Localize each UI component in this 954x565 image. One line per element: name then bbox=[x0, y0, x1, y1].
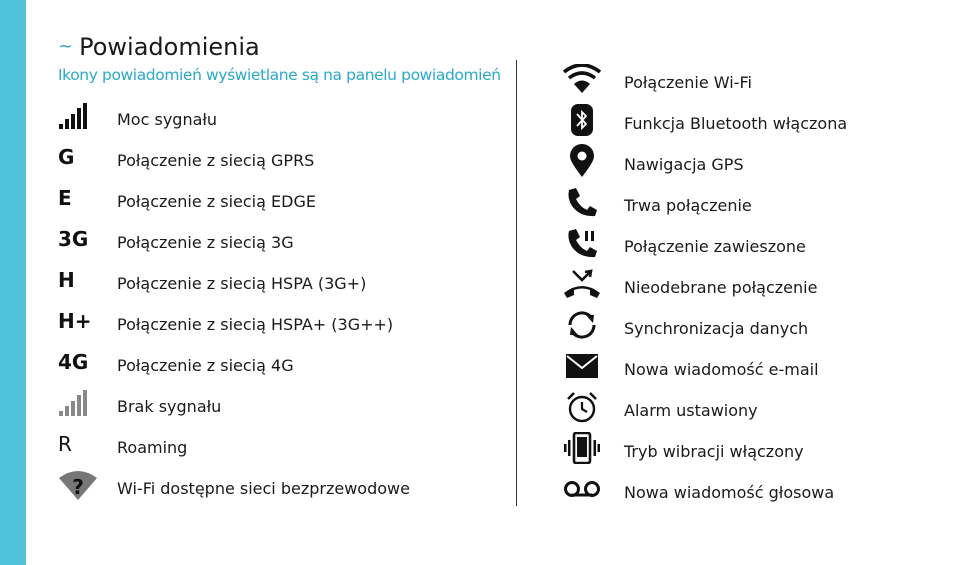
page-subtitle: Ikony powiadomień wyświetlane są na panelu powiadomień bbox=[58, 66, 501, 84]
item-label: Połączenie z siecią GPRS bbox=[117, 151, 315, 170]
call-hold-icon bbox=[562, 227, 602, 259]
item-label: Roaming bbox=[117, 438, 188, 457]
item-label: Połączenie zawieszone bbox=[624, 237, 806, 256]
item-label: Trwa połączenie bbox=[624, 196, 752, 215]
item-label: Synchronizacja danych bbox=[624, 319, 809, 338]
edge-icon: E bbox=[58, 186, 72, 210]
location-pin-icon bbox=[562, 145, 602, 177]
signal-strength-icon bbox=[58, 100, 98, 132]
svg-text:?: ? bbox=[72, 475, 84, 499]
hspa-plus-icon: H+ bbox=[58, 309, 92, 333]
item-label: Połączenie z siecią HSPA+ (3G++) bbox=[117, 315, 394, 334]
wifi-available-icon bbox=[58, 469, 98, 501]
wifi-icon bbox=[562, 63, 602, 95]
hspa-icon: H bbox=[58, 268, 75, 292]
item-label: Wi-Fi dostępne sieci bezprzewodowe bbox=[117, 479, 410, 498]
item-label: Nawigacja GPS bbox=[624, 155, 744, 174]
item-label: Połączenie z siecią HSPA (3G+) bbox=[117, 274, 367, 293]
phone-call-icon bbox=[562, 186, 602, 218]
accent-side-bar bbox=[0, 0, 26, 565]
page-header bbox=[58, 32, 501, 84]
item-label: Nowa wiadomość e-mail bbox=[624, 360, 819, 379]
gprs-icon: G bbox=[58, 145, 75, 169]
item-label: Brak sygnału bbox=[117, 397, 222, 416]
item-label: Alarm ustawiony bbox=[624, 401, 758, 420]
alarm-icon bbox=[562, 391, 602, 423]
voicemail-icon bbox=[562, 473, 602, 505]
item-label: Połączenie z siecią EDGE bbox=[117, 192, 316, 211]
roaming-icon: R bbox=[58, 432, 72, 456]
vibrate-icon bbox=[562, 432, 602, 464]
item-label: Połączenie z siecią 4G bbox=[117, 356, 294, 375]
page-title bbox=[58, 32, 501, 62]
title-text: Powiadomienia bbox=[79, 33, 260, 61]
missed-call-icon bbox=[562, 268, 602, 300]
item-label: Moc sygnału bbox=[117, 110, 218, 129]
4g-icon: 4G bbox=[58, 350, 89, 374]
bluetooth-icon bbox=[562, 104, 602, 136]
no-signal-icon bbox=[58, 387, 98, 419]
3g-icon: 3G bbox=[58, 227, 89, 251]
item-label: Połączenie Wi-Fi bbox=[624, 73, 752, 92]
title-tilde: ~ bbox=[58, 36, 74, 57]
email-icon bbox=[562, 350, 602, 382]
item-label: Połączenie z siecią 3G bbox=[117, 233, 294, 252]
sync-icon bbox=[562, 309, 602, 341]
column-divider bbox=[516, 60, 517, 506]
item-label: Nowa wiadomość głosowa bbox=[624, 483, 835, 502]
item-label: Tryb wibracji włączony bbox=[624, 442, 804, 461]
item-label: Funkcja Bluetooth włączona bbox=[624, 114, 848, 133]
item-label: Nieodebrane połączenie bbox=[624, 278, 818, 297]
